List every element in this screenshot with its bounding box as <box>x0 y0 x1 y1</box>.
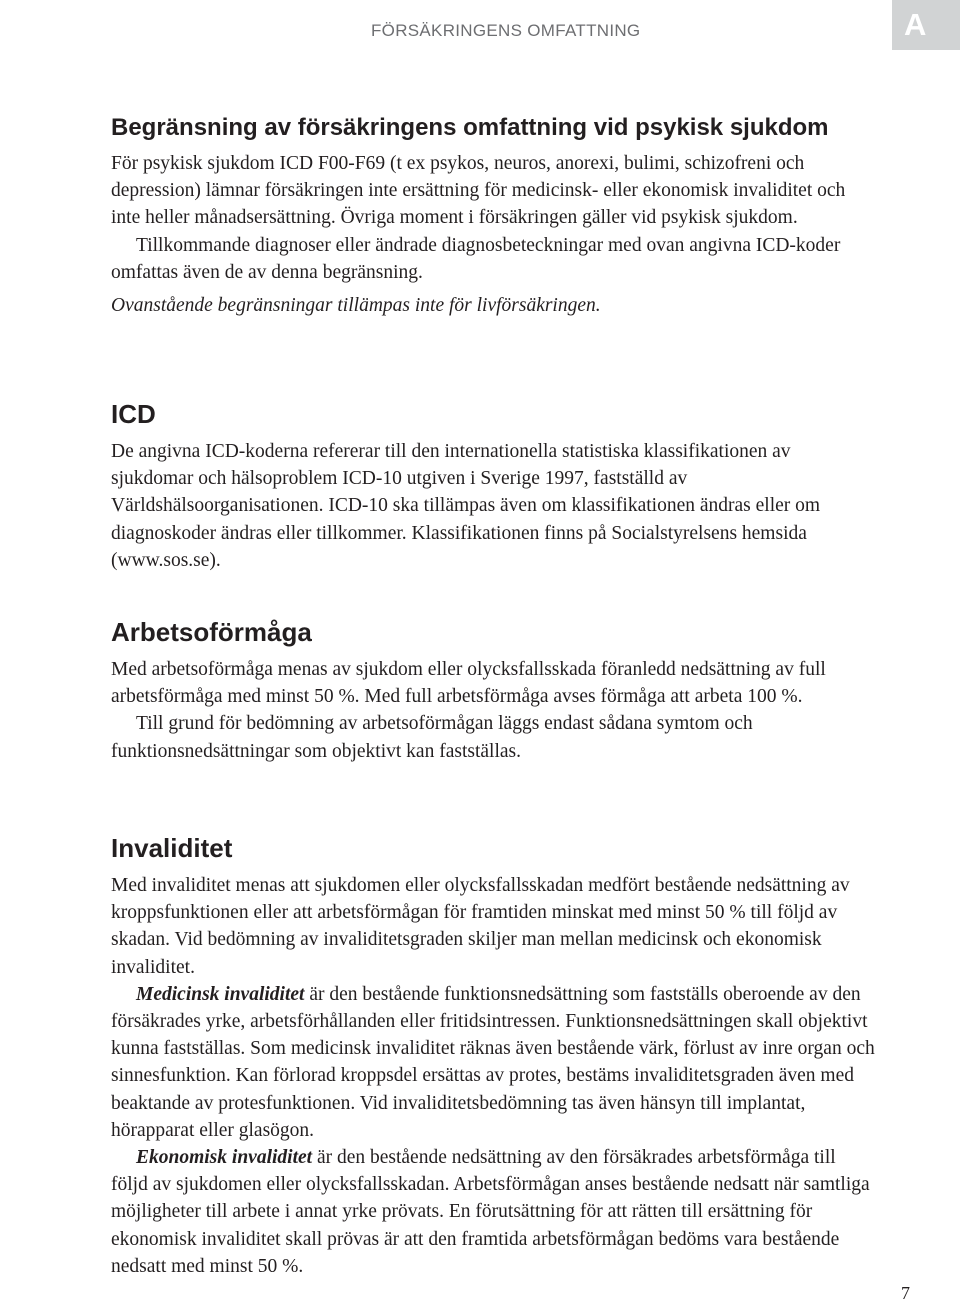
work-paragraph-2: Till grund för bedömning av arbetsoförmågan läggs endast sådana symtom och funktionsnedsättningar som objektivt kan fastställas. <box>111 713 753 762</box>
icd-paragraph: De angivna ICD-koderna refererar till den internationella statistiska klassifikationen av sjukdomar och hälsoproblem ICD-10 utgiven i Sverige 1997, fastställd av Världshälsoorganisationen. ICD-10 ska tillämpas även om klassifikationen ändras eller om diagnoskoder ändras eller tillkommer. Klassifikationen finns på Socialstyrelsens hemsida (www.sos.se). <box>111 441 821 571</box>
psych-note: Ovanstående begränsningar tillämpas inte för livförsäkringen. <box>111 295 601 317</box>
medical-invalidity-text: är den bestående funktionsnedsättning som fastställs oberoende av den försäkrades yrke, arbetsförhållanden eller fritidsintressen. Funktionsnedsättningen skall objektivt kunna fastställas. Som medicinsk invaliditet räknas även bestående värk, förlust av inre organ och sinnesfunktion. Kan förlorad kroppsdel ersättas av protes, bestäms invaliditetsgraden även med beaktande av protesfunktionen. Vid invaliditetsbedömning tas även hänsyn till implantat, hörapparat eller glasögon. <box>111 983 875 1141</box>
section-tab: A <box>892 0 960 50</box>
psych-section <box>111 113 876 319</box>
work-section <box>111 617 876 765</box>
running-header: FÖRSÄKRINGENS OMFATTNING <box>371 21 641 40</box>
psych-paragraph-1: För psykisk sjukdom ICD F00-F69 (t ex psykos, neuros, anorexi, bulimi, schizofreni och depression) lämnar försäkringen inte ersättning för medicinsk- eller ekonomisk invaliditet och inte heller månadsersättning. Övriga moment i försäkringen gäller vid psykisk sjukdom. <box>111 153 846 229</box>
icd-section <box>111 399 876 574</box>
work-heading: Arbetsoförmåga <box>111 617 312 647</box>
page-number: 7 <box>901 1283 910 1303</box>
invalidity-paragraph-1: Med invaliditet menas att sjukdomen eller olycksfallsskadan medfört bestående nedsättning av kroppsfunktionen eller att arbetsförmågan för framtiden minskat med minst 50 % till följd av skadan. Vid bedömning av invaliditetsgraden skiljer man mellan medicinsk och ekonomisk invaliditet. <box>111 875 850 978</box>
medical-invalidity-paragraph <box>111 981 876 1144</box>
economic-invalidity-text: är den bestående nedsättning av den försäkrades arbetsförmåga till följd av sjukdomen eller olycksfallsskadan. Arbetsförmågan anses bestående nedsatt när samtliga möjligheter till arbete i annat yrke prövats. En förutsättning för att rätten till ersättning för ekonomisk invaliditet skall prövas är att den framtida arbetsförmågan bedöms vara bestående nedsatt med minst 50 %. <box>111 1147 870 1277</box>
icd-heading: ICD <box>111 399 156 429</box>
economic-invalidity-paragraph <box>111 1144 876 1280</box>
economic-invalidity-term: Ekonomisk invaliditet <box>136 1147 313 1169</box>
medical-invalidity-term: Medicinsk invaliditet <box>136 983 305 1005</box>
invalidity-heading: Invaliditet <box>111 833 233 863</box>
invalidity-section <box>111 833 876 1280</box>
psych-heading: Begränsning av försäkringens omfattning vid psykisk sjukdom <box>111 114 829 141</box>
psych-paragraph-2: Tillkommande diagnoser eller ändrade diagnosbeteckningar med ovan angivna ICD-koder omfattas även de av denna begränsning. <box>111 234 841 283</box>
work-paragraph-1: Med arbetsoförmåga menas av sjukdom eller olycksfallsskada föranledd nedsättning av full arbetsförmåga med minst 50 %. Med full arbetsförmåga avses förmåga att arbeta 100 %. <box>111 659 826 708</box>
